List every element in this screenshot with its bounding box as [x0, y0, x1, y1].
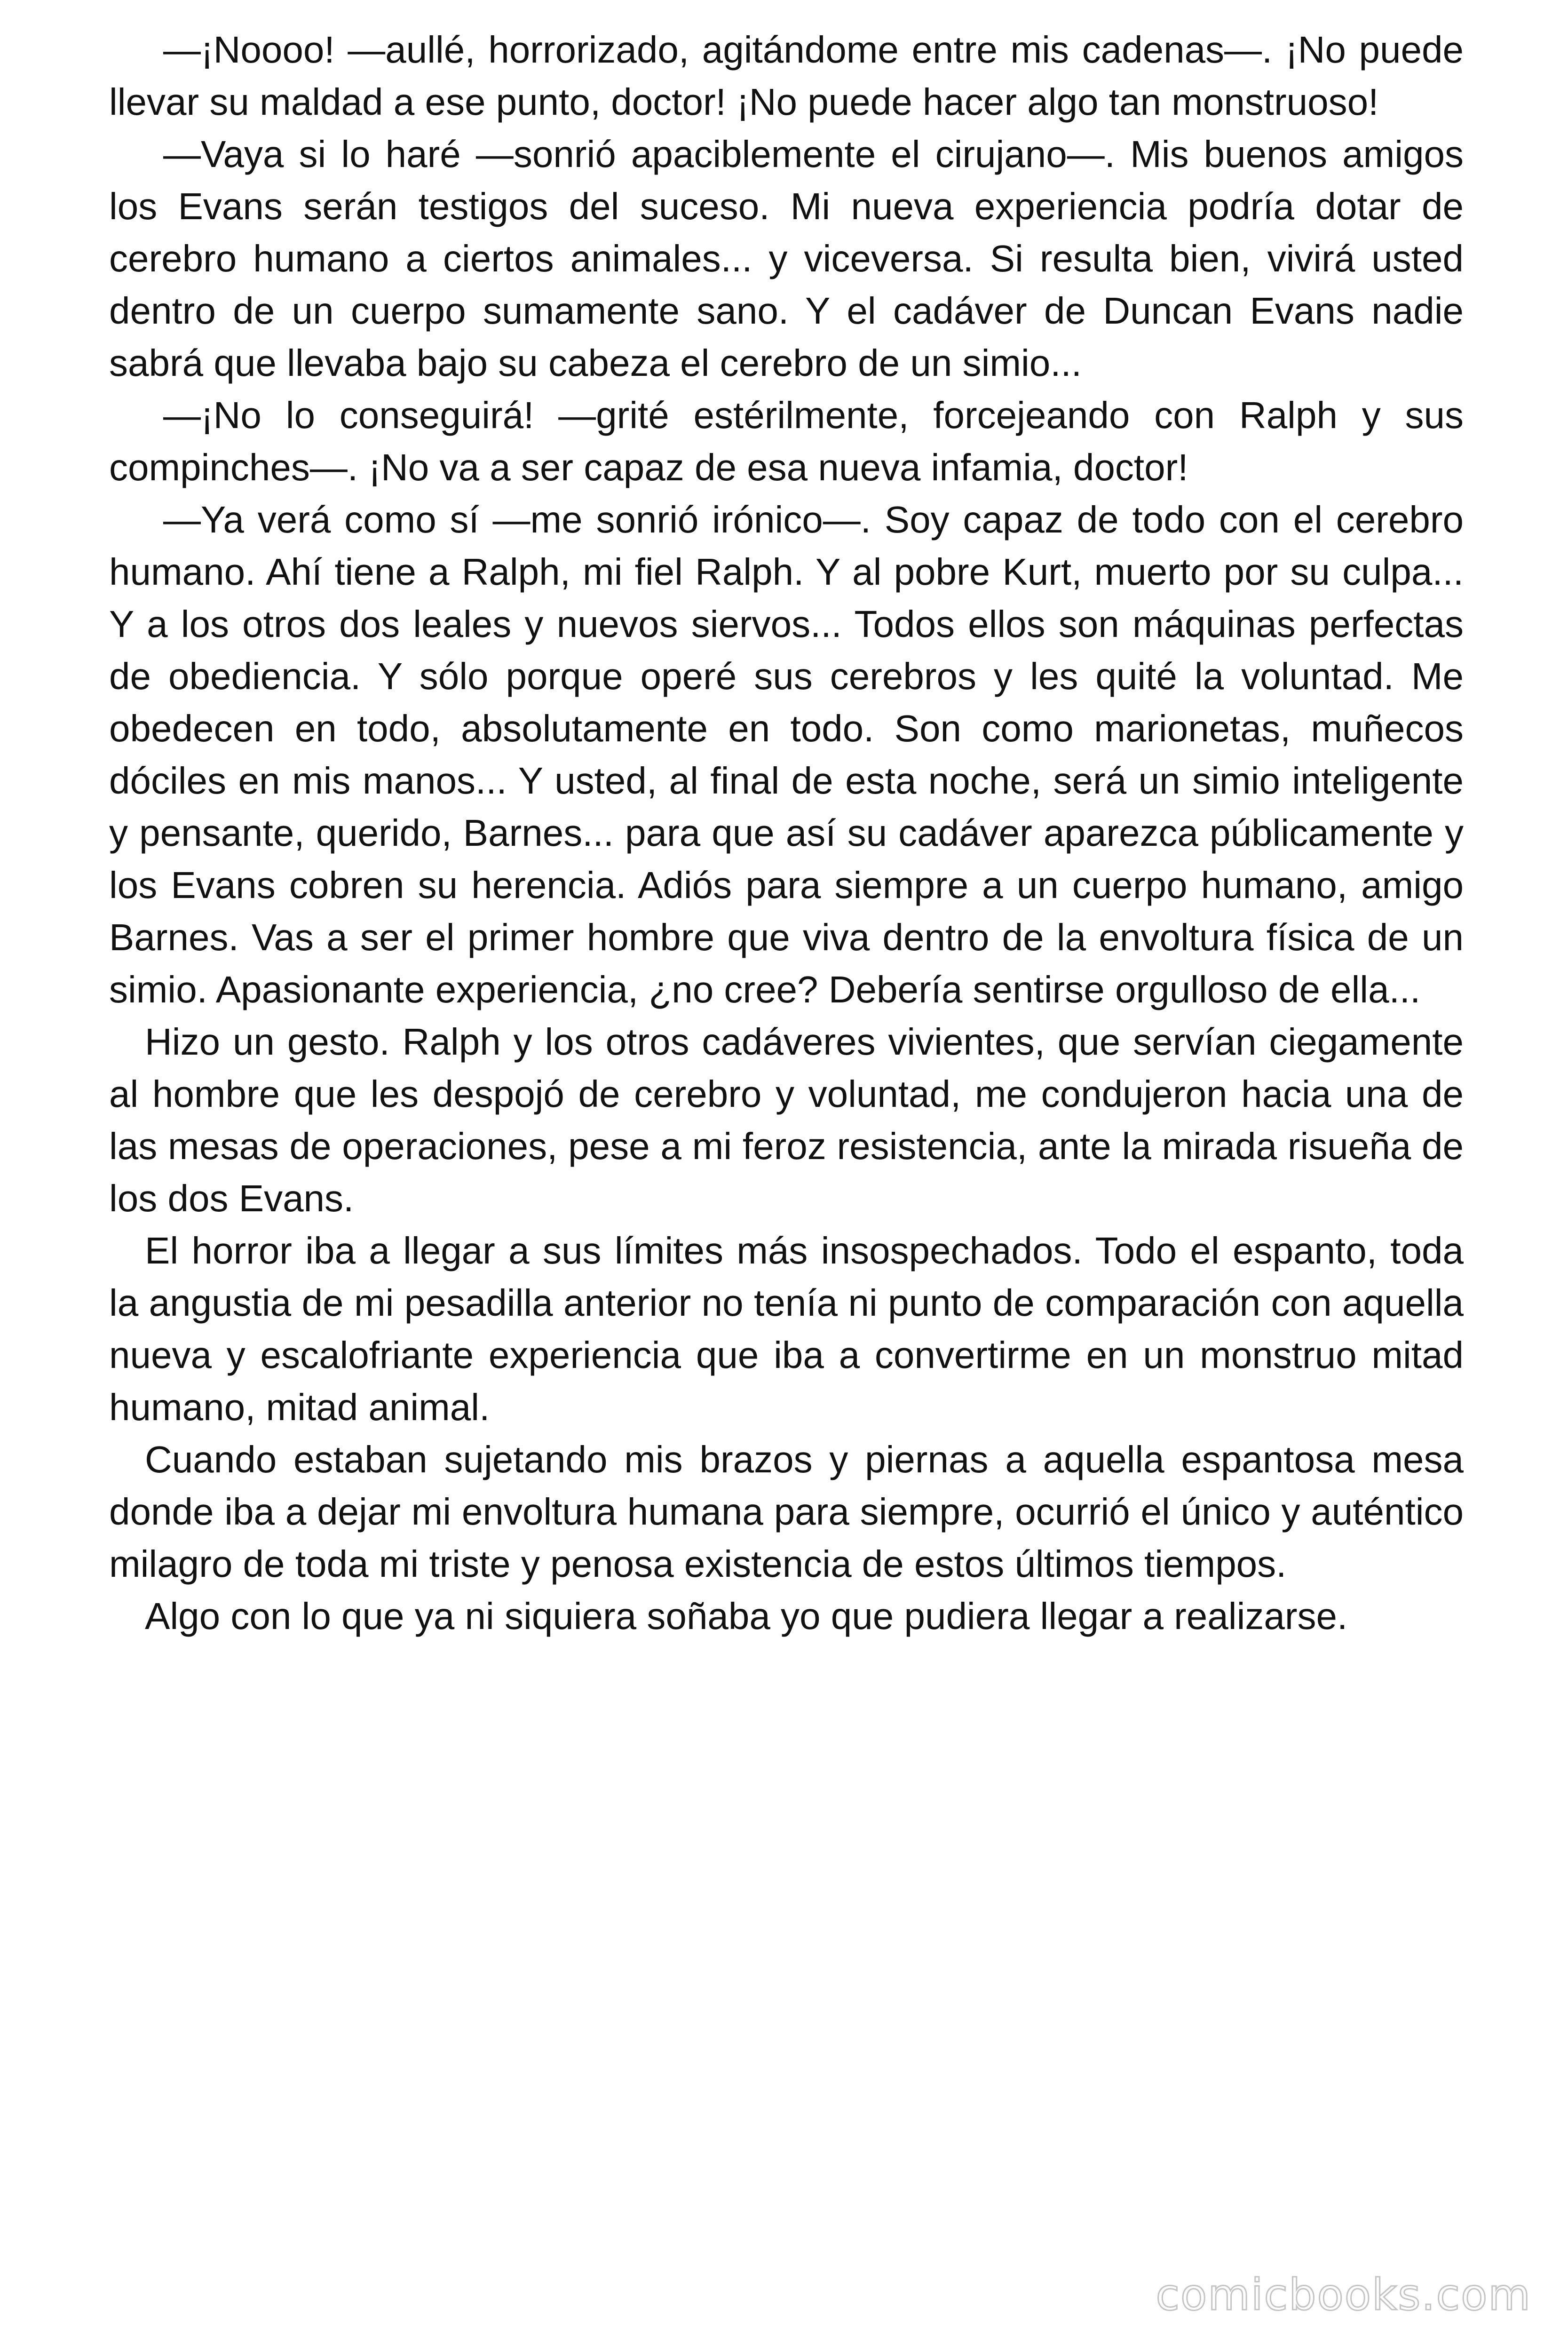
- paragraph-dialogue: —Ya verá como sí —me sonrió irónico—. Soy capaz de todo con el cerebro humano. Ahí tiene a Ralph, mi fiel Ralph. Y al pobre Kurt, muerto por su culpa... Y a los otros dos leales y nuevos siervos... Todos ellos son máquinas perfectas de obediencia. Y sólo porque operé sus cerebros y les quité la voluntad. Me obedecen en todo, absolutamente en todo. Son como marionetas, muñecos dóciles en mis manos... Y usted, al final de esta noche, será un simio inteligente y pensante, querido, Barnes... para que así su cadáver aparezca públicamente y los Evans cobren su herencia. Adiós para siempre a un cuerpo humano, amigo Barnes. Vas a ser el primer hombre que viva dentro de la envoltura física de un simio. Apasionante experiencia, ¿no cree? Debería sentirse orgulloso de ella...: [109, 499, 1464, 1010]
- paragraph-narration: El horror iba a llegar a sus límites más insospechados. Todo el espanto, toda la angustia de mi pesadilla anterior no tenía ni punto de comparación con aquella nueva y escalofriante experiencia que iba a convertirme en un monstruo mitad humano, mitad animal.: [109, 1230, 1464, 1428]
- paragraph-dialogue: —¡Noooo! —aullé, horrorizado, agitándome entre mis cadenas—. ¡No puede llevar su maldad a ese punto, doctor! ¡No puede hacer algo tan monstruoso!: [109, 29, 1464, 123]
- paragraph-dialogue: —Vaya si lo haré —sonrió apaciblemente el cirujano—. Mis buenos amigos los Evans serán testigos del suceso. Mi nueva experiencia podría dotar de cerebro humano a ciertos animales... y viceversa. Si resulta bien, vivirá usted dentro de un cuerpo sumamente sano. Y el cadáver de Duncan Evans nadie sabrá que llevaba bajo su cabeza el cerebro de un simio...: [109, 133, 1464, 384]
- paragraph-dialogue: —¡No lo conseguirá! —grité estérilmente, forcejeando con Ralph y sus compinches—. ¡No va a ser capaz de esa nueva infamia, doctor!: [109, 394, 1464, 488]
- book-page-text: [109, 24, 1464, 1642]
- watermark-logo: comicbooks.com: [1156, 2270, 1531, 2320]
- paragraph-narration: Algo con lo que ya ni siquiera soñaba yo que pudiera llegar a realizarse.: [145, 1595, 1348, 1637]
- paragraph-narration: Hizo un gesto. Ralph y los otros cadáveres vivientes, que servían ciegamente al hombre que les despojó de cerebro y voluntad, me condujeron hacia una de las mesas de operaciones, pese a mi feroz resistencia, ante la mirada risueña de los dos Evans.: [109, 1021, 1464, 1219]
- paragraph-narration: Cuando estaban sujetando mis brazos y piernas a aquella espantosa mesa donde iba a dejar mi envoltura humana para siempre, ocurrió el único y auténtico milagro de toda mi triste y penosa existencia de estos últimos tiempos.: [109, 1438, 1464, 1585]
